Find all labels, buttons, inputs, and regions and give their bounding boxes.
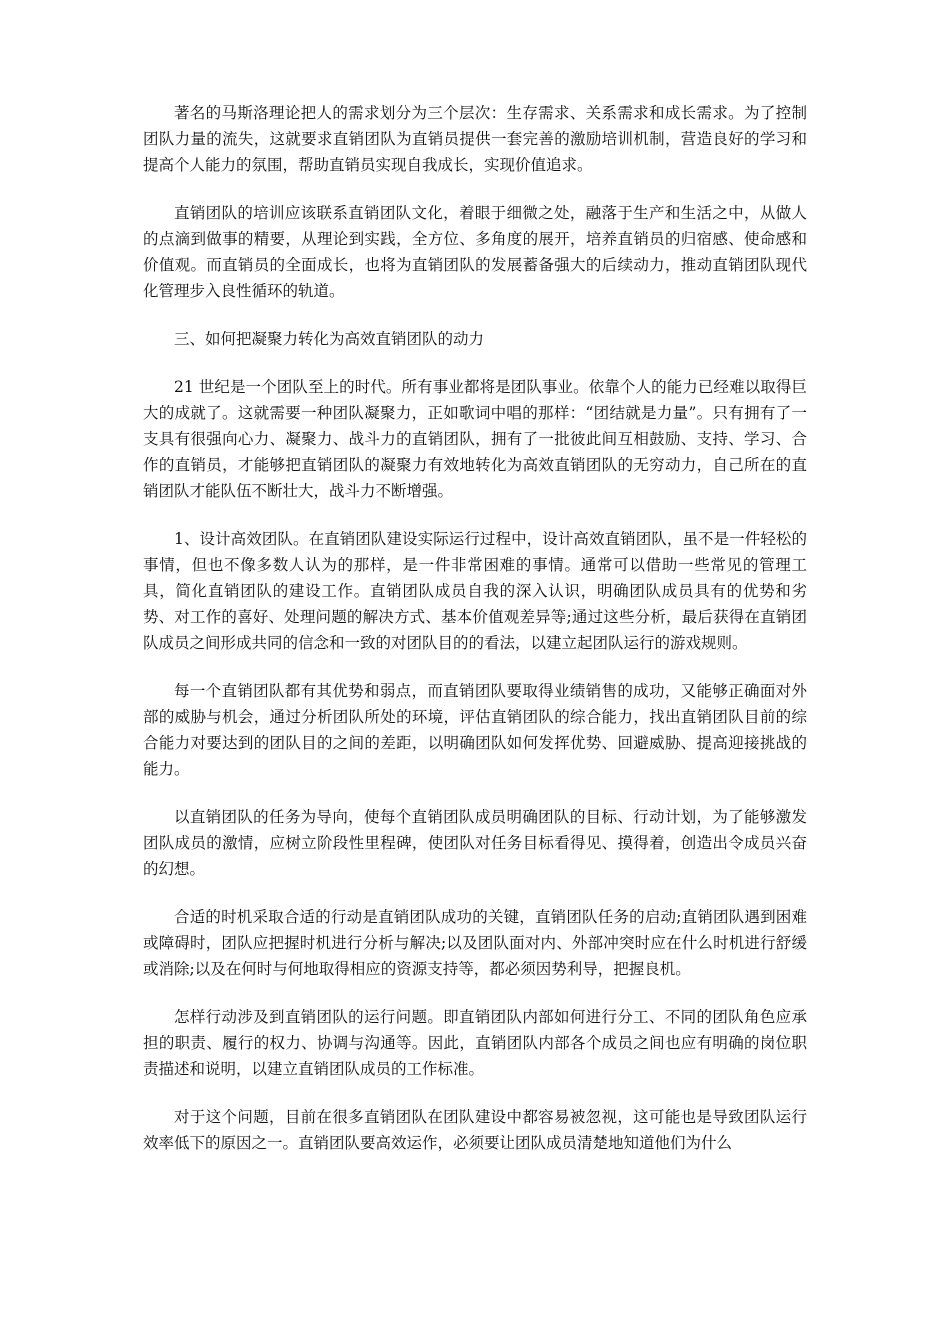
- paragraph-training: 直销团队的培训应该联系直销团队文化，着眼于细微之处，融落于生产和生活之中，从做人的点滴到做事的精要，从理论到实践，全方位、多角度的展开，培养直销员的归宿感、使命感和价值观。而直销员的全面成长，也将为直销团队的发展蓄备强大的后续动力，推动直销团队现代化管理步入良性循环的轨道。: [143, 204, 807, 300]
- paragraph-maslow: 著名的马斯洛理论把人的需求划分为三个层次：生存需求、关系需求和成长需求。为了控制团队力量的流失，这就要求直销团队为直销员提供一套完善的激励培训机制，营造良好的学习和提高个人能力的氛围，帮助直销员实现自我成长，实现价值追求。: [143, 104, 807, 174]
- paragraph-action: 怎样行动涉及到直销团队的运行问题。即直销团队内部如何进行分工、不同的团队角色应承担的职责、履行的权力、协调与沟通等。因此，直销团队内部各个成员之间也应有明确的岗位职责描述和说明，以建立直销团队成员的工作标准。: [143, 1008, 807, 1078]
- paragraph-21st-century: 21 世纪是一个团队至上的时代。所有事业都将是团队事业。依靠个人的能力已经难以取得巨大的成就了。这就需要一种团队凝聚力，正如歌词中唱的那样：“团结就是力量”。只有拥有了一支具有很强向心力、凝聚力、战斗力的直销团队，拥有了一批彼此间互相鼓励、支持、学习、合作的直销员，才能够把直销团队的凝聚力有效地转化为高效直销团队的无穷动力，自己所在的直销团队才能队伍不断壮大，战斗力不断增强。: [143, 378, 807, 500]
- document-page: [143, 100, 807, 1178]
- paragraph-timing: 合适的时机采取合适的行动是直销团队成功的关键，直销团队任务的启动;直销团队遇到困难或障碍时，团队应把握时机进行分析与解决;以及团队面对内、外部冲突时应在什么时机进行舒缓或消除;以及在何时与何地取得相应的资源支持等，都必须因势利导，把握良机。: [143, 908, 807, 978]
- section-heading: 三、如何把凝聚力转化为高效直销团队的动力: [174, 330, 485, 348]
- paragraph-design-team: 1、设计高效团队。在直销团队建设实际运行过程中，设计高效直销团队，虽不是一件轻松的事情，但也不像多数人认为的那样，是一件非常困难的事情。通常可以借助一些常见的管理工具，简化直销团队的建设工作。直销团队成员自我的深入认识，明确团队成员具有的优势和劣势、对工作的喜好、处理问题的解决方式、基本价值观差异等;通过这些分析，最后获得在直销团队成员之间形成共同的信念和一致的对团队目的的看法，以建立起团队运行的游戏规则。: [143, 530, 807, 652]
- paragraph-task-oriented: 以直销团队的任务为导向，使每个直销团队成员明确团队的目标、行动计划，为了能够激发团队成员的激情，应树立阶段性里程碑，使团队对任务目标看得见、摸得着，创造出令成员兴奋的幻想。: [143, 808, 807, 878]
- paragraph-strengths: 每一个直销团队都有其优势和弱点，而直销团队要取得业绩销售的成功，又能够正确面对外部的威胁与机会，通过分析团队所处的环境，评估直销团队的综合能力，找出直销团队目前的综合能力对要达到的团队目的之间的差距，以明确团队如何发挥优势、回避威胁、提高迎接挑战的能力。: [143, 682, 807, 778]
- paragraph-problem: 对于这个问题，目前在很多直销团队在团队建设中都容易被忽视，这可能也是导致团队运行效率低下的原因之一。直销团队要高效运作，必须要让团队成员清楚地知道他们为什么: [143, 1108, 807, 1152]
